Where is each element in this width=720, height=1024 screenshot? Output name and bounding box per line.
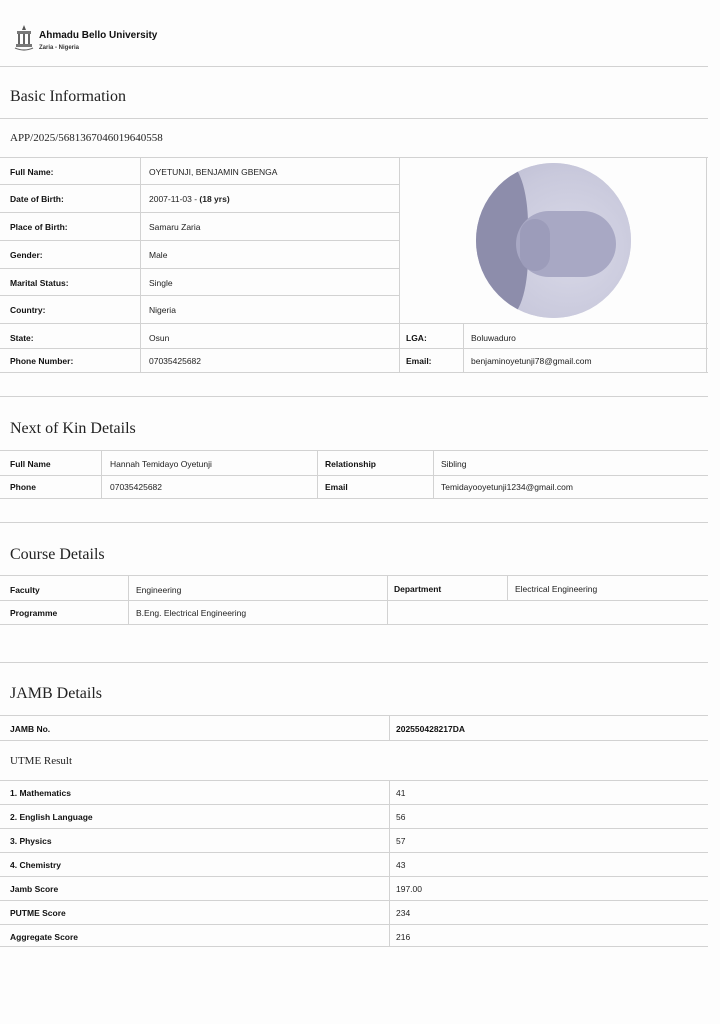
university-location: Zaria - Nigeria xyxy=(39,45,80,51)
column-line xyxy=(317,450,318,498)
result-row-value: 57 xyxy=(396,836,406,846)
column-line xyxy=(433,450,434,498)
kin-phone-value: 07035425682 xyxy=(110,482,163,492)
kin-name-value: Hannah Temidayo Oyetunji xyxy=(110,459,212,469)
column-line xyxy=(463,323,464,372)
faculty-value: Engineering xyxy=(136,585,182,595)
basic-info-title: Basic Information xyxy=(10,88,126,105)
kin-relationship-label: Relationship xyxy=(325,459,377,469)
row-line xyxy=(0,876,708,877)
result-row-value: 41 xyxy=(396,788,406,798)
column-line xyxy=(128,575,129,624)
row-line xyxy=(0,323,708,324)
row-line xyxy=(0,828,708,829)
passport-photo xyxy=(476,163,631,318)
phone-value: 07035425682 xyxy=(149,356,202,366)
column-line xyxy=(140,157,141,372)
result-row-value: 56 xyxy=(396,812,406,822)
university-logo-icon xyxy=(14,24,34,52)
result-row-label: 3. Physics xyxy=(10,836,52,846)
row-line xyxy=(0,575,708,576)
row-line xyxy=(0,715,708,716)
department-label: Department xyxy=(394,584,442,594)
row-line xyxy=(0,624,708,625)
row-line xyxy=(0,900,708,901)
kin-email-value: Temidayooyetunji1234@gmail.com xyxy=(441,482,573,492)
row-line xyxy=(0,804,708,805)
row-line xyxy=(0,498,708,499)
result-row-value: 43 xyxy=(396,860,406,870)
programme-label: Programme xyxy=(10,608,58,618)
column-line xyxy=(706,157,707,372)
result-row-label: PUTME Score xyxy=(10,908,66,918)
pob-value: Samaru Zaria xyxy=(149,222,201,232)
column-line xyxy=(389,780,390,946)
row-line xyxy=(0,740,708,741)
column-line xyxy=(399,157,400,372)
divider xyxy=(0,662,708,663)
lga-label: LGA: xyxy=(406,333,427,343)
row-line xyxy=(0,852,708,853)
result-row-label: Aggregate Score xyxy=(10,932,79,942)
row-line xyxy=(0,475,708,476)
result-row-value: 234 xyxy=(396,908,411,918)
divider xyxy=(0,66,708,67)
result-row-value: 197.00 xyxy=(396,884,422,894)
row-line xyxy=(0,348,708,349)
row-line xyxy=(0,450,708,451)
row-line xyxy=(0,268,400,269)
marital-label: Marital Status: xyxy=(10,278,69,288)
result-row-value: 216 xyxy=(396,932,411,942)
row-line xyxy=(0,212,400,213)
divider xyxy=(0,118,708,119)
row-line xyxy=(0,184,400,185)
gender-label: Gender: xyxy=(10,250,43,260)
result-row-label: Jamb Score xyxy=(10,884,59,894)
email-label: Email: xyxy=(406,356,432,366)
utme-result-title: UTME Result xyxy=(10,755,73,767)
divider xyxy=(0,396,708,397)
department-value: Electrical Engineering xyxy=(515,584,598,594)
column-line xyxy=(101,450,102,498)
country-value: Nigeria xyxy=(149,305,176,315)
divider xyxy=(0,157,708,158)
gender-value: Male xyxy=(149,250,168,260)
programme-value: B.Eng. Electrical Engineering xyxy=(136,608,247,618)
result-row-label: 2. English Language xyxy=(10,812,93,822)
pob-label: Place of Birth: xyxy=(10,222,68,232)
row-line xyxy=(0,924,708,925)
divider xyxy=(0,522,708,523)
row-line xyxy=(0,240,400,241)
kin-email-label: Email xyxy=(325,482,348,492)
dob-age: (18 yrs) xyxy=(199,194,230,204)
dob-value xyxy=(149,194,230,204)
marital-value: Single xyxy=(149,278,173,288)
row-line xyxy=(0,295,400,296)
lga-value: Boluwaduro xyxy=(471,333,516,343)
next-of-kin-title: Next of Kin Details xyxy=(10,420,136,437)
result-row-label: 1. Mathematics xyxy=(10,788,71,798)
jamb-no-value: 202550428217DA xyxy=(396,724,466,734)
state-value: Osun xyxy=(149,333,170,343)
course-details-title: Course Details xyxy=(10,546,105,563)
full-name-value: OYETUNJI, BENJAMIN GBENGA xyxy=(149,167,278,177)
university-name: Ahmadu Bello University xyxy=(39,30,158,41)
kin-relationship-value: Sibling xyxy=(441,459,467,469)
kin-phone-label: Phone xyxy=(10,482,36,492)
dob-label: Date of Birth: xyxy=(10,194,64,204)
result-row-label: 4. Chemistry xyxy=(10,860,62,870)
jamb-details-title: JAMB Details xyxy=(10,685,102,702)
column-line xyxy=(507,575,508,600)
state-label: State: xyxy=(10,333,34,343)
jamb-no-label: JAMB No. xyxy=(10,724,51,734)
row-line xyxy=(0,600,708,601)
email-value: benjaminoyetunji78@gmail.com xyxy=(471,356,592,366)
row-line xyxy=(0,780,708,781)
full-name-label: Full Name: xyxy=(10,167,54,177)
row-line xyxy=(0,946,708,947)
column-line xyxy=(387,575,388,624)
column-line xyxy=(389,715,390,740)
application-id: APP/2025/5681367046019640558 xyxy=(10,132,163,144)
faculty-label: Faculty xyxy=(10,585,40,595)
dob-date: 2007-11-03 - xyxy=(149,194,200,204)
phone-label: Phone Number: xyxy=(10,356,74,366)
row-line xyxy=(0,372,708,373)
kin-name-label: Full Name xyxy=(10,459,51,469)
country-label: Country: xyxy=(10,305,46,315)
